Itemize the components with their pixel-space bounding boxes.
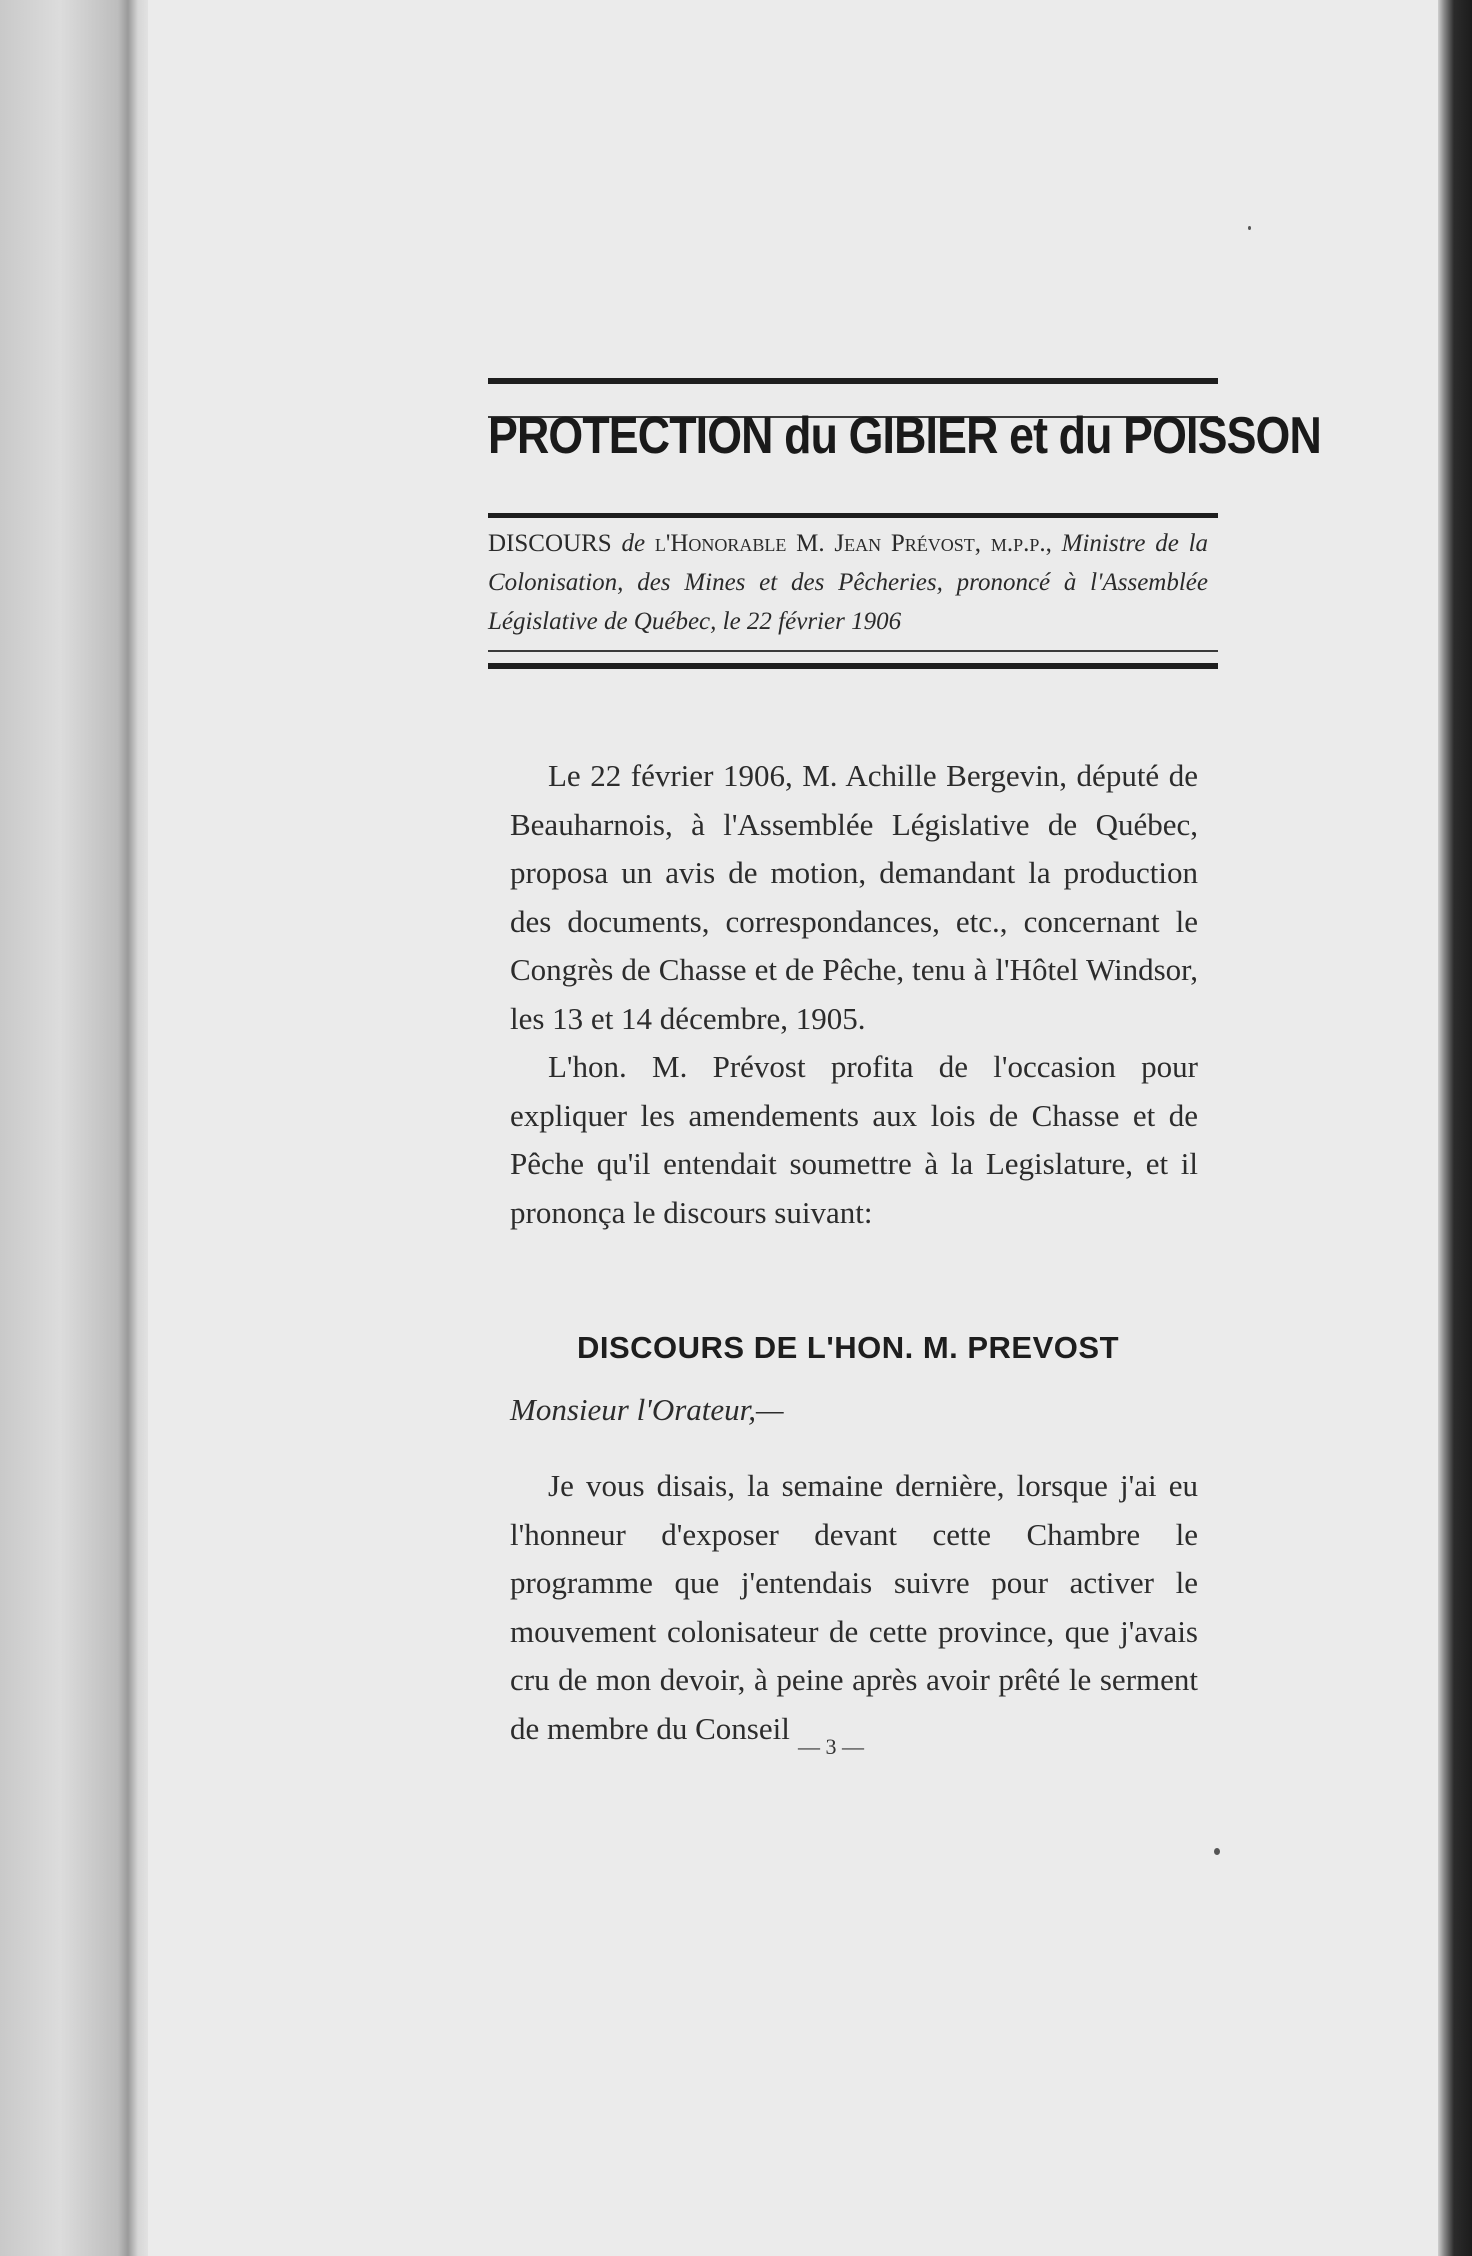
speech-text — [510, 1462, 1198, 1753]
page-edge-shadow — [1438, 0, 1472, 2256]
subtitle — [488, 524, 1208, 641]
speech-salutation: Monsieur l'Orateur,— — [510, 1392, 784, 1427]
bottom-rule-thick — [488, 663, 1218, 669]
title-rule — [488, 513, 1218, 518]
intro-paragraph-2: L'hon. M. Prévost profita de l'occasion pour expliquer les amendements aux lois de Chasse et de Pêche qu'il entendait soumettre à la Legislature, et il prononça le discours suivant: — [510, 1049, 1198, 1230]
subtitle-de: de — [621, 530, 646, 557]
intro-paragraph-1: Le 22 février 1906, M. Achille Bergevin, député de Beauharnois, à l'Assemblée Législative de Québec, proposa un avis de motion, demandant la production des documents, correspondances, etc., concernant le Congrès de Chasse et de Pêche, tenu à l'Hôtel Windsor, les 13 et 14 décembre, 1905. — [510, 758, 1198, 1036]
speech-heading: DISCOURS DE L'HON. M. PREVOST — [576, 1330, 1120, 1365]
intro-text — [510, 752, 1198, 1237]
top-rule-thick — [488, 378, 1218, 384]
subtitle-author: l'Honorable M. Jean Prévost, m.p.p., — [654, 530, 1052, 557]
page-title: PROTECTION du GIBIER et du POISSON — [488, 407, 1321, 465]
dust-speck — [1214, 1848, 1220, 1855]
subtitle-details: Ministre de la Colonisation, des Mines et des Pêcheries, prononcé à l'Assemblée Législative de Québec, le 22 février 1906 — [488, 530, 1209, 635]
book-spine — [0, 0, 150, 2256]
bottom-rule-thin — [488, 650, 1218, 652]
page-number: — 3 — — [798, 1734, 864, 1759]
subtitle-discours: DISCOURS — [488, 530, 612, 557]
speech-paragraph-1: Je vous disais, la semaine dernière, lorsque j'ai eu l'honneur d'exposer devant cette Chambre le programme que j'entendais suivre pour activer le mouvement colonisateur de cette province, que j'avais cru de mon devoir, à peine après avoir prêté le serment de membre du Conseil — [510, 1468, 1198, 1746]
dust-speck — [1248, 226, 1251, 230]
page — [148, 0, 1438, 2256]
